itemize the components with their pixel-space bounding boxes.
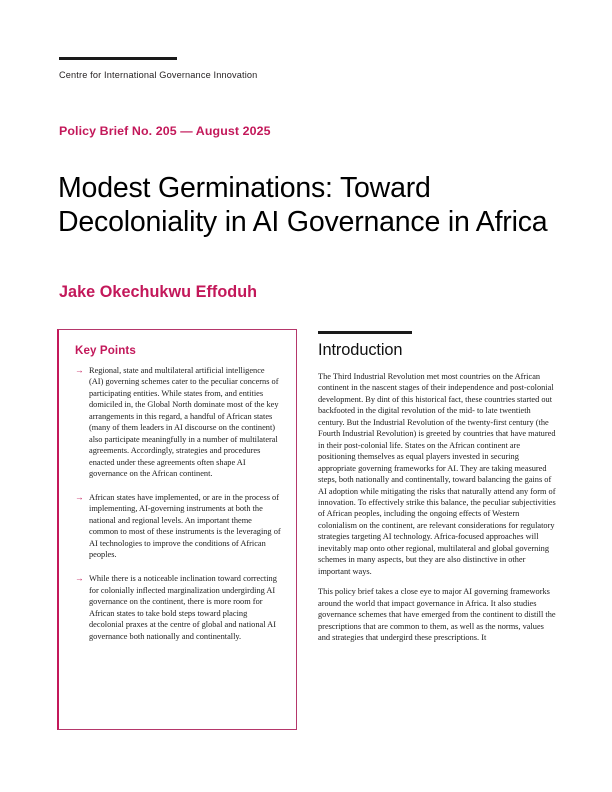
introduction-paragraph: The Third Industrial Revolution met most countries on the African continent in the nascent stages of their independence and post-colonial development. By dint of this historical fact, these countries started out backfooted in the digital revolution of the mid- to late twentieth century. But the Industrial Revolution of the twenty-first century (the Fourth Industrial Revolution) is greeted by countries that have matured in their post-colonial life. States on the African continent are positioning themselves as equal players invested in securing appropriate governing frameworks for AI. They are taking measured steps, both nationally and continentally, toward balancing the gains of AI adoption while mitigating the risks that naturally attend any form of innovation. To effectively strike this balance, the peculiar subjectivities of African peoples, including the ongoing effects of Western colonialism on the continent, are relevant considerations for regulatory strategies targeting AI technology. Africa-focused approaches will inevitably map onto other regional, multilateral and global governing schemes in many aspects, but they are also distinctive in other important ways. [318,372,556,576]
arrow-bullet-icon: → [75,492,84,503]
right-column [318,331,556,643]
key-points-box [57,329,297,730]
key-points-list [75,365,281,642]
organization-name: Centre for International Governance Innovation [59,70,258,80]
key-point-text: African states have implemented, or are in the process of implementing, AI-governing instruments at both the national and regional levels. An important theme common to most of these instruments is the leveraging of AI technologies to improve the conditions of African peoples. [89,493,281,560]
list-item [75,573,281,642]
policy-brief-number-date: Policy Brief No. 205 — August 2025 [59,124,271,138]
key-point-text: Regional, state and multilateral artificial intelligence (AI) governing schemes cater to the peculiar concerns of participating entities. While states from, and entities domiciled in, the Global North dominate most of the key arrangements in this regard, a handful of African states (many of them leaders in AI discourse on the continent) also participate meaningfully in a number of multilateral agreements. Accordingly, strategies and procedures enacted under these agreements often shape AI governance on the African continent. [89,366,279,479]
masthead [59,57,289,81]
section-rule [318,331,412,334]
arrow-bullet-icon: → [75,573,84,584]
list-item [75,365,281,480]
key-points-heading: Key Points [75,344,136,357]
introduction-heading: Introduction [318,341,403,359]
list-item [75,492,281,561]
key-point-text: While there is a noticeable inclination toward correcting for colonially inflected marginalization undergirding AI governance on the continent, there is more room for African states to take bold steps toward placing decolonial praxes at the centre of global and national AI governance both nationally and continentally. [89,574,277,641]
page-title: Modest Germinations: Toward Decoloniality in AI Governance in Africa [58,172,548,238]
arrow-bullet-icon: → [75,365,84,376]
author-name: Jake Okechukwu Effoduh [59,283,258,301]
masthead-rule [59,57,177,60]
introduction-paragraph: This policy brief takes a close eye to major AI governing frameworks around the world that impact governance in Africa. It also studies governance schemes that have emerged from the continent to distill the prescriptions that are common to them, as well as the norms, values and strategies that undergird these prescriptions. It [318,587,556,642]
left-column [57,329,297,730]
